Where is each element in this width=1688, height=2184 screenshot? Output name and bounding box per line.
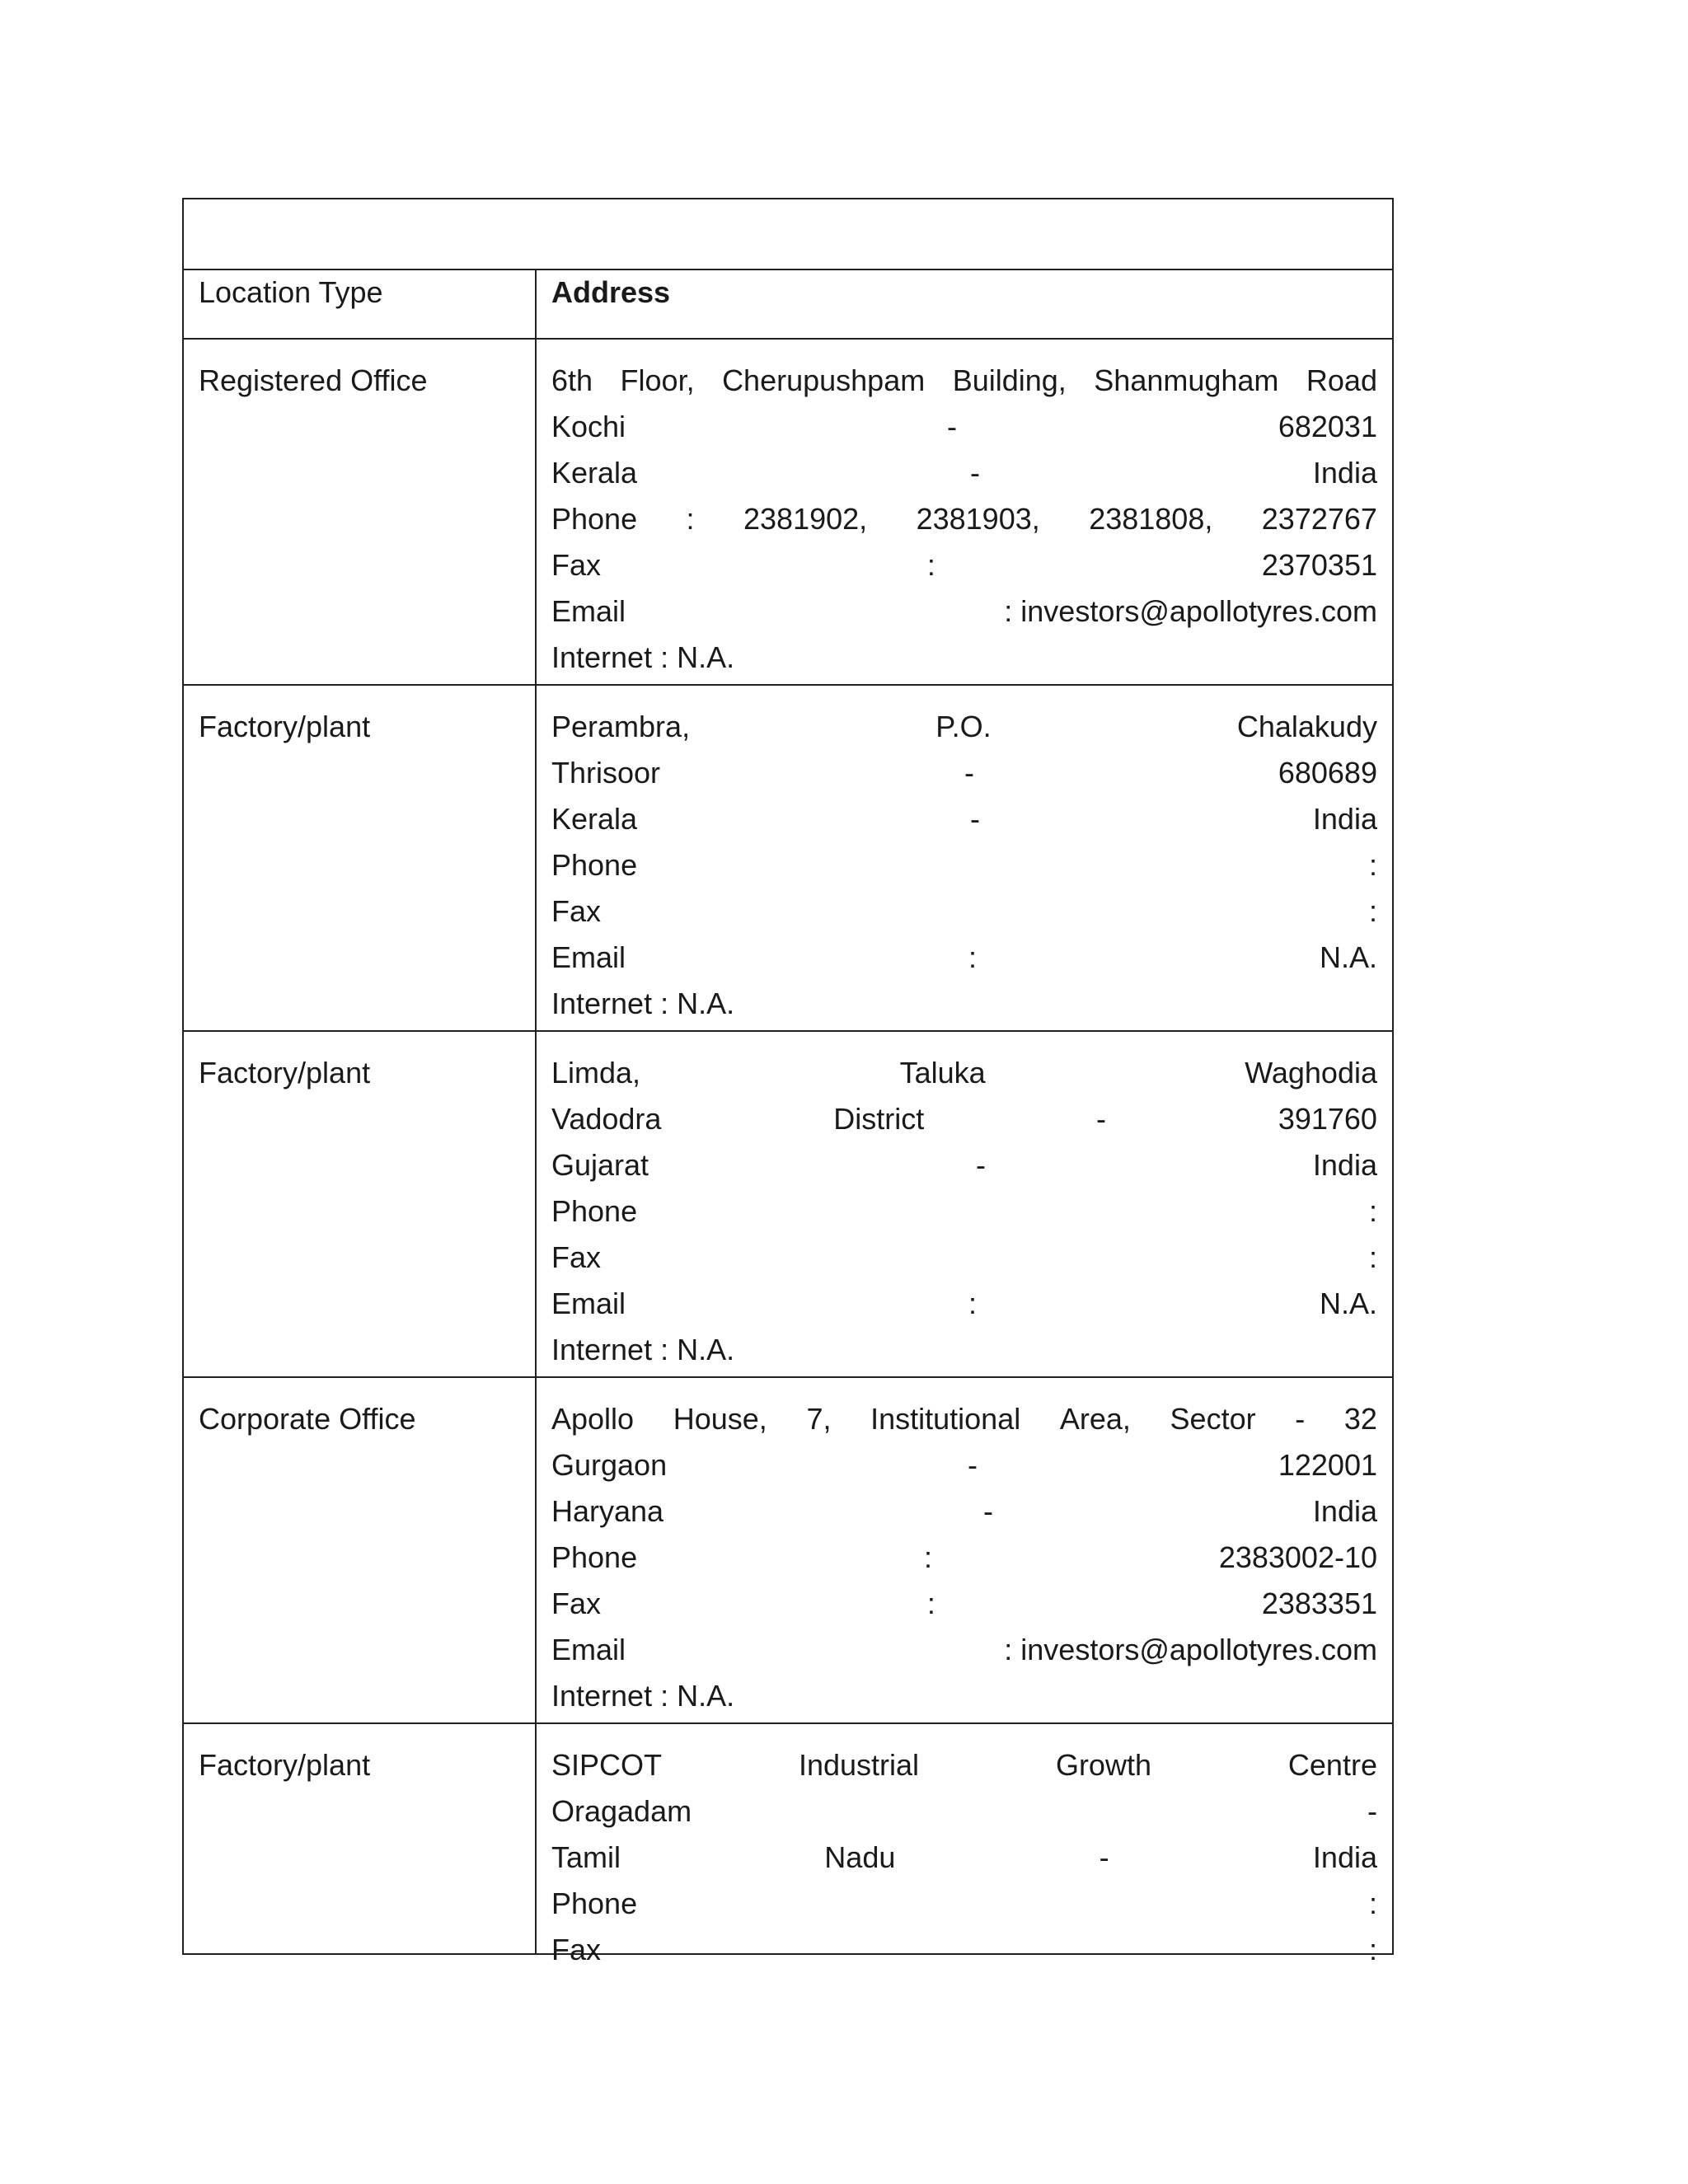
address-token: SIPCOT	[551, 1748, 663, 1782]
address-token: -	[983, 1494, 993, 1528]
address-line	[551, 1673, 1377, 1719]
address-cell	[551, 1396, 1377, 1719]
address-token: 2370351	[1261, 548, 1377, 582]
address-line	[551, 1627, 1377, 1673]
address-token: Industrial	[798, 1748, 920, 1782]
address-token: Gujarat	[551, 1148, 649, 1182]
table-row	[184, 1722, 1392, 1966]
address-token: Perambra,	[551, 710, 691, 743]
address-token: Fax	[551, 548, 602, 582]
address-token: Kochi	[551, 410, 626, 443]
location-type-cell: Registered Office	[199, 363, 428, 397]
address-line	[551, 1581, 1377, 1627]
table-row	[184, 1030, 1392, 1376]
address-line	[551, 1881, 1377, 1927]
address-token: :	[686, 502, 695, 536]
address-token: India	[1312, 1494, 1377, 1528]
address-token: Centre	[1287, 1748, 1377, 1782]
address-token: Floor,	[620, 363, 695, 397]
location-type-cell: Factory/plant	[199, 710, 371, 743]
address-token: Internet : N.A.	[551, 640, 735, 674]
address-token: :	[1368, 1240, 1377, 1274]
address-token: Email	[551, 594, 626, 628]
address-token: Phone	[551, 848, 638, 882]
address-token: Tamil	[551, 1840, 621, 1874]
address-token: Fax	[551, 1933, 602, 1966]
table-header-row	[184, 269, 1392, 338]
address-token: Institutional	[870, 1402, 1021, 1436]
address-token: 2383002-10	[1218, 1540, 1377, 1574]
address-token: :	[1368, 1194, 1377, 1228]
address-token: :	[968, 1286, 978, 1320]
address-line	[551, 1835, 1377, 1881]
address-line	[551, 1742, 1377, 1788]
address-line	[551, 542, 1377, 588]
address-token: Phone	[551, 1886, 638, 1920]
address-line	[551, 1235, 1377, 1281]
address-line	[551, 1535, 1377, 1581]
address-token: India	[1312, 802, 1377, 836]
address-token: -	[969, 456, 980, 490]
address-token: 2381902,	[743, 502, 868, 536]
address-line	[551, 404, 1377, 450]
address-token: :	[926, 1586, 935, 1620]
address-line	[551, 1281, 1377, 1327]
address-line	[551, 704, 1377, 750]
address-token: House,	[673, 1402, 767, 1436]
address-line	[551, 588, 1377, 635]
address-token: 2381808,	[1089, 502, 1213, 536]
address-token: Kerala	[551, 802, 638, 836]
address-token: Oragadam	[551, 1794, 692, 1828]
address-token: N.A.	[1319, 940, 1377, 974]
address-line	[551, 1488, 1377, 1535]
table-row	[184, 684, 1392, 1030]
address-line	[551, 1142, 1377, 1188]
address-token: -	[967, 1448, 978, 1482]
address-line	[551, 750, 1377, 796]
location-type-cell: Factory/plant	[199, 1748, 371, 1782]
address-token: Fax	[551, 1240, 602, 1274]
address-token: Gurgaon	[551, 1448, 668, 1482]
address-token: Limda,	[551, 1056, 641, 1090]
address-token: -	[1367, 1794, 1377, 1828]
address-token: Email	[551, 940, 626, 974]
address-line	[551, 496, 1377, 542]
address-token: -	[969, 802, 980, 836]
address-token: Kerala	[551, 456, 638, 490]
address-token: 682031	[1278, 410, 1377, 443]
address-token: Area,	[1059, 1402, 1131, 1436]
address-token: Apollo	[551, 1402, 635, 1436]
address-line	[551, 1788, 1377, 1835]
address-token: Phone	[551, 1194, 638, 1228]
address-token: Taluka	[899, 1056, 986, 1090]
address-line	[551, 981, 1377, 1027]
address-token: :	[926, 548, 935, 582]
address-token: 7,	[806, 1402, 832, 1436]
address-token: Building,	[952, 363, 1067, 397]
address-token: :	[1368, 894, 1377, 928]
address-line	[551, 1096, 1377, 1142]
address-token: N.A.	[1319, 1286, 1377, 1320]
address-token: 2383351	[1261, 1586, 1377, 1620]
address-line	[551, 888, 1377, 935]
address-token: District	[833, 1102, 925, 1136]
address-token: :	[968, 940, 978, 974]
address-cell	[551, 1050, 1377, 1373]
address-token: Phone	[551, 1540, 638, 1574]
address-token: Vadodra	[551, 1102, 662, 1136]
table-title-row	[184, 199, 1392, 269]
address-token: :	[1368, 1886, 1377, 1920]
address-token: :	[1368, 1933, 1377, 1966]
address-token: -	[946, 410, 957, 443]
address-line	[551, 1927, 1377, 1973]
address-token: Fax	[551, 1586, 602, 1620]
address-token: P.O.	[935, 710, 992, 743]
address-token: Internet : N.A.	[551, 1333, 735, 1366]
address-token: -	[1295, 1402, 1306, 1436]
address-token: -	[975, 1148, 986, 1182]
address-token: Email	[551, 1286, 626, 1320]
address-token: : investors@apollotyres.com	[1004, 594, 1377, 628]
address-token: : investors@apollotyres.com	[1004, 1633, 1377, 1666]
address-token: Waghodia	[1245, 1056, 1377, 1090]
header-location-type: Location Type	[199, 275, 383, 309]
address-line	[551, 935, 1377, 981]
address-token: Internet : N.A.	[551, 1679, 735, 1713]
address-token: Fax	[551, 894, 602, 928]
address-token: Thrisoor	[551, 756, 661, 790]
address-token: India	[1312, 1148, 1377, 1182]
address-cell	[551, 1742, 1377, 1973]
address-token: Growth	[1055, 1748, 1151, 1782]
address-token: 122001	[1278, 1448, 1377, 1482]
address-token: India	[1312, 456, 1377, 490]
address-token: Haryana	[551, 1494, 664, 1528]
address-token: :	[1368, 848, 1377, 882]
address-cell	[551, 358, 1377, 681]
address-token: Internet : N.A.	[551, 987, 735, 1020]
address-table	[182, 198, 1394, 1966]
address-cell	[551, 704, 1377, 1027]
location-type-cell: Corporate Office	[199, 1402, 416, 1436]
address-token: Nadu	[824, 1840, 896, 1874]
address-line	[551, 1396, 1377, 1442]
address-token: -	[1096, 1102, 1107, 1136]
address-token: Sector	[1170, 1402, 1256, 1436]
address-token: India	[1312, 1840, 1377, 1874]
address-token: -	[1099, 1840, 1109, 1874]
address-token: Road	[1306, 363, 1377, 397]
address-token: Cherupushpam	[722, 363, 926, 397]
address-line	[551, 842, 1377, 888]
address-token: 6th	[551, 363, 593, 397]
table-row	[184, 338, 1392, 684]
address-token: 2372767	[1261, 502, 1377, 536]
header-address: Address	[551, 275, 671, 309]
address-token: Chalakudy	[1236, 710, 1377, 743]
address-line	[551, 358, 1377, 404]
address-token: Phone	[551, 502, 638, 536]
location-type-cell: Factory/plant	[199, 1056, 371, 1090]
address-line	[551, 796, 1377, 842]
address-line	[551, 450, 1377, 496]
address-line	[551, 1050, 1377, 1096]
address-token: Shanmugham	[1094, 363, 1279, 397]
address-token: 2381903,	[916, 502, 1040, 536]
address-token: -	[964, 756, 974, 790]
address-token: :	[923, 1540, 932, 1574]
address-token: 680689	[1278, 756, 1377, 790]
address-line	[551, 1188, 1377, 1235]
address-line	[551, 1327, 1377, 1373]
address-line	[551, 1442, 1377, 1488]
address-line	[551, 635, 1377, 681]
table-row	[184, 1376, 1392, 1722]
address-token: Email	[551, 1633, 626, 1666]
address-token: 391760	[1278, 1102, 1377, 1136]
address-token: 32	[1343, 1402, 1377, 1436]
